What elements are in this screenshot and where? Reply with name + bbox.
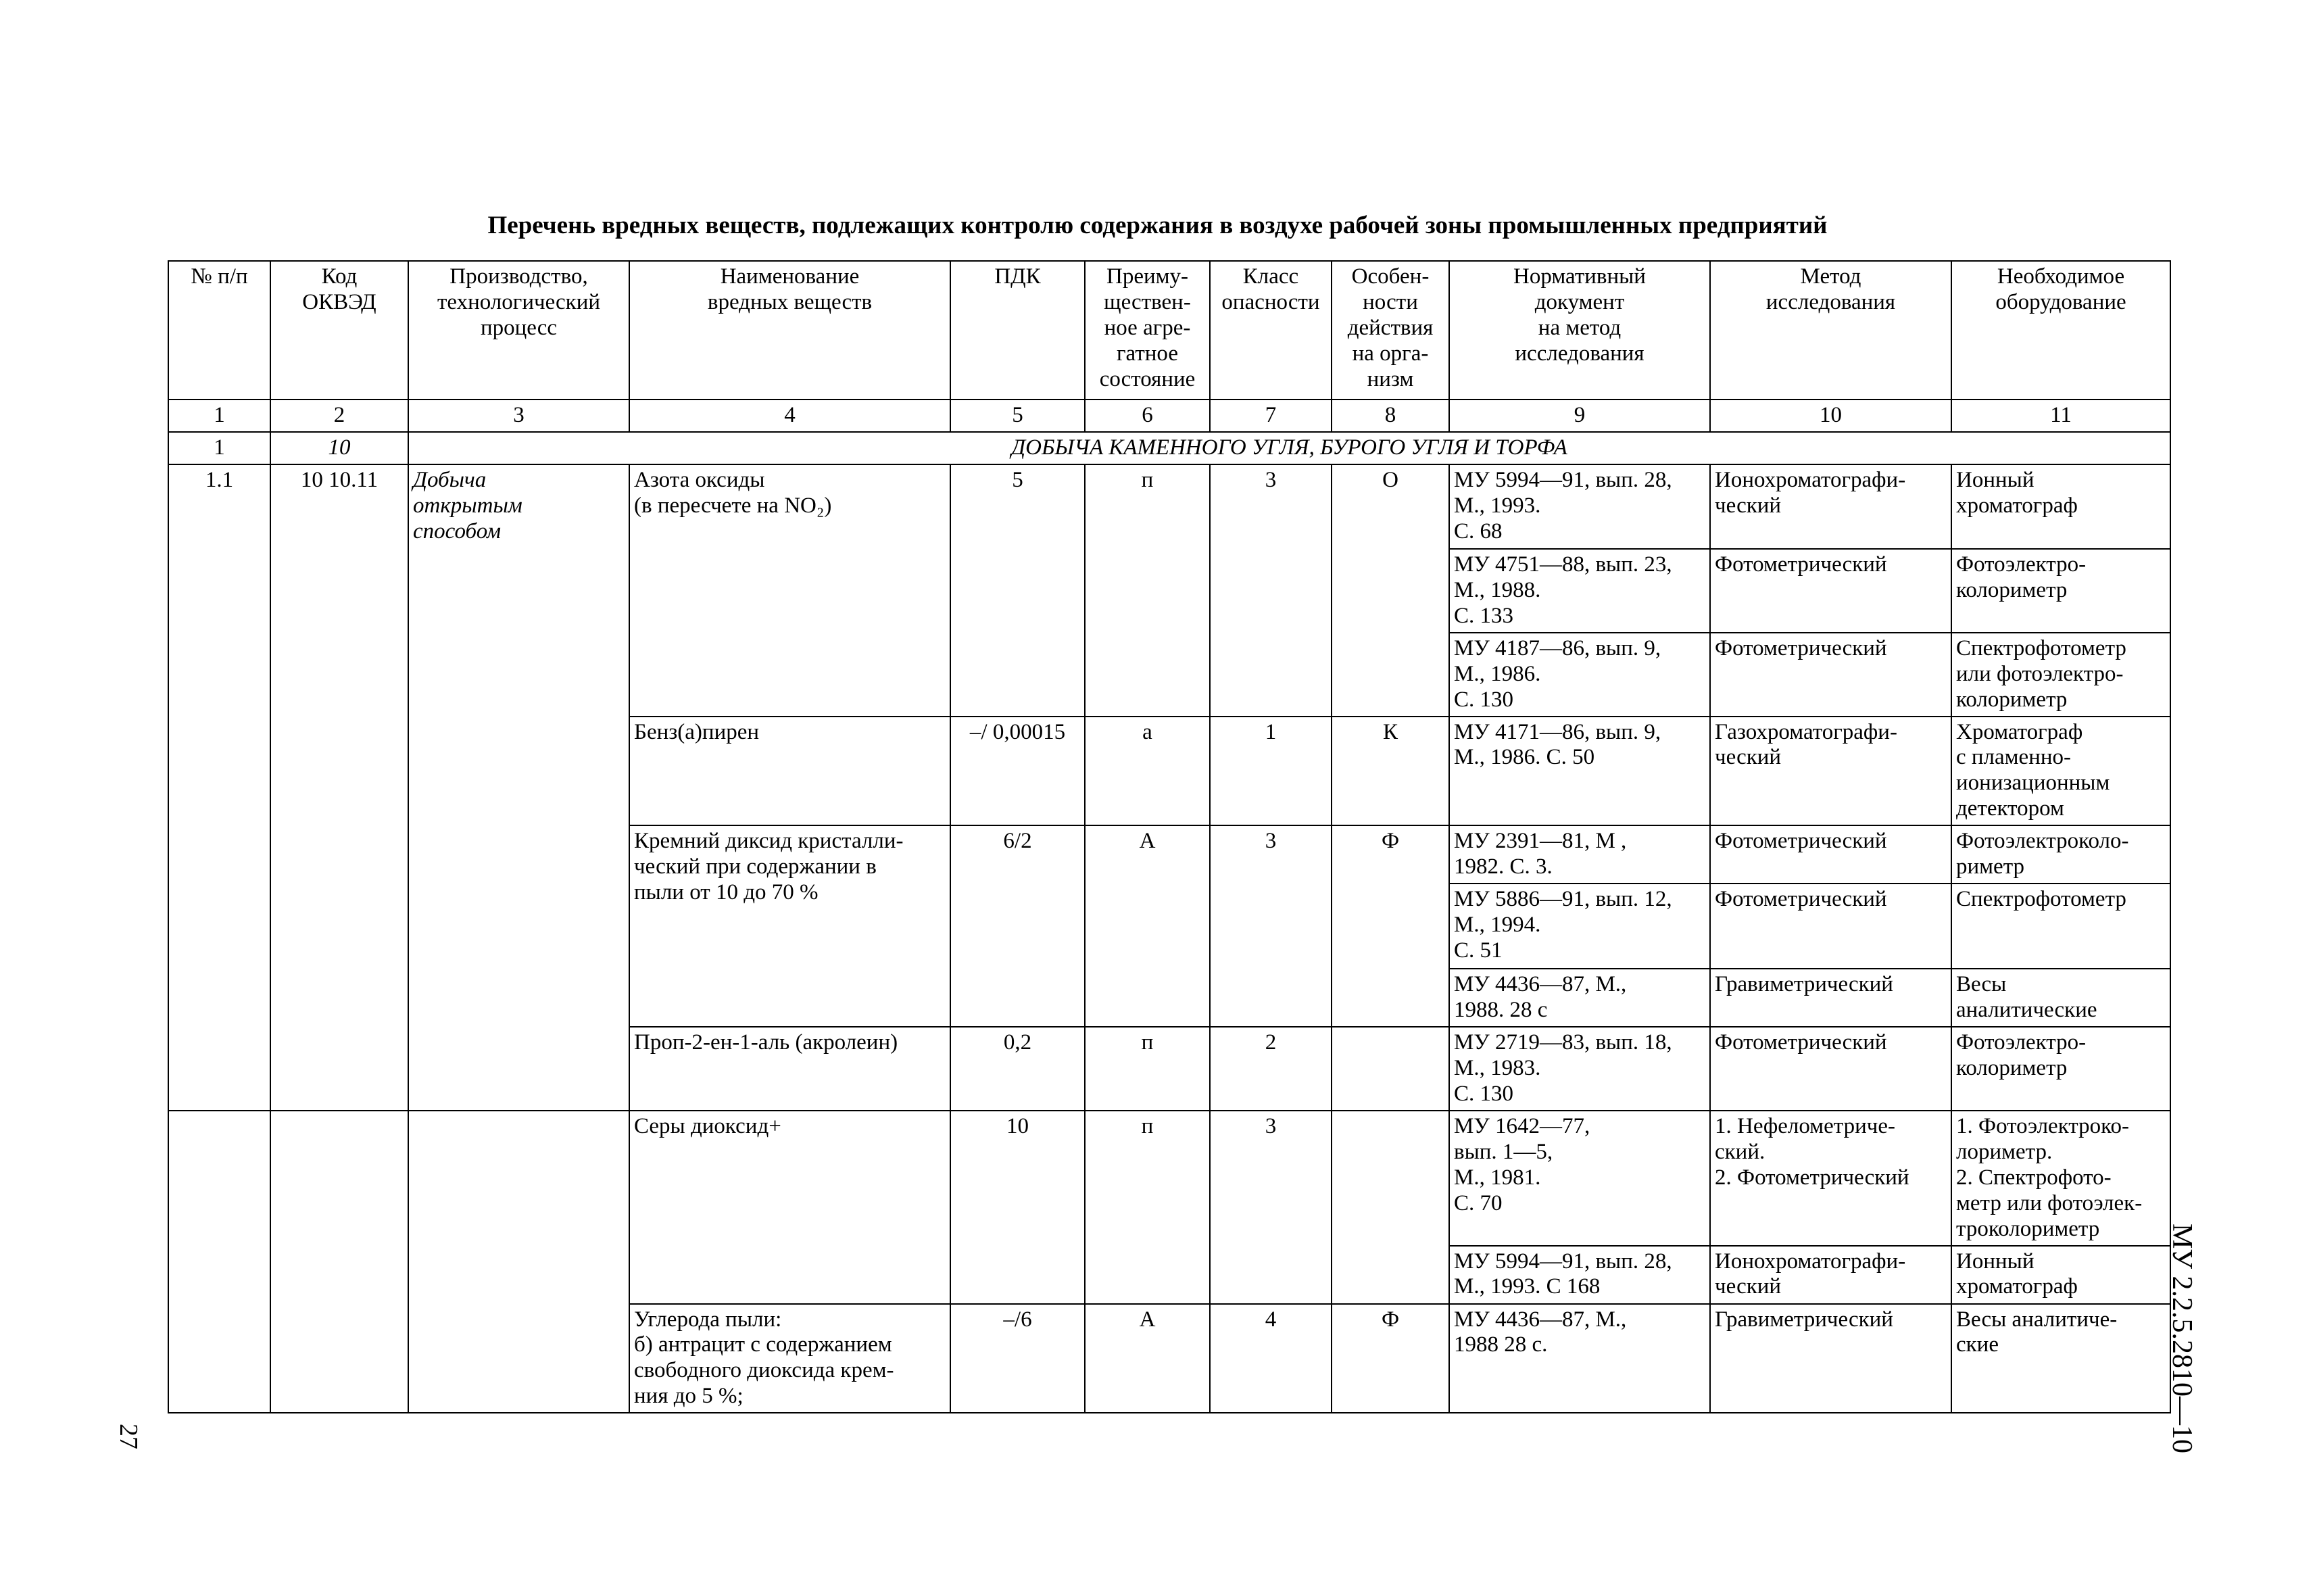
section-number: 1: [168, 432, 270, 464]
substance-pdk: –/ 0,00015: [950, 717, 1085, 826]
col-header-effect: Особен- ности действия на орга- низм: [1332, 261, 1449, 400]
col-header-number: № п/п: [168, 261, 270, 400]
group-code: 10 10.11: [270, 464, 408, 1111]
method-document: МУ 1642—77, вып. 1—5, М., 1981. С. 70: [1449, 1111, 1710, 1246]
substance-state: А: [1085, 825, 1210, 1027]
substance-name: Кремний диксид кристалли- ческий при содержании в пыли от 10 до 70 %: [629, 825, 950, 1027]
method-document: МУ 4751—88, вып. 23, М., 1988. С. 133: [1449, 549, 1710, 633]
method-document: МУ 5994—91, вып. 28, М., 1993. С. 68: [1449, 464, 1710, 549]
method-equipment: Хроматограф с пламенно- ионизационным детектором: [1951, 717, 2170, 826]
group-process: Добыча открытым способом: [408, 464, 629, 1111]
method-equipment: Спектрофотометр: [1951, 884, 2170, 969]
column-number: 3: [408, 400, 629, 432]
substance-pdk: 0,2: [950, 1027, 1085, 1111]
page-number: [108, 1409, 149, 1464]
substance-pdk: 5: [950, 464, 1085, 717]
substance-effect: О: [1332, 464, 1449, 717]
substances-table: [168, 260, 2171, 1413]
column-number: 2: [270, 400, 408, 432]
method-name: 1. Нефелометриче- ский. 2. Фотометрический: [1710, 1111, 1951, 1246]
substance-effect: [1332, 1111, 1449, 1304]
column-number-row: [168, 400, 2170, 432]
col-header-code: Код ОКВЭД: [270, 261, 408, 400]
substance-state: а: [1085, 717, 1210, 826]
column-number: 7: [1210, 400, 1332, 432]
substance-pdk: –/6: [950, 1304, 1085, 1413]
substance-effect: К: [1332, 717, 1449, 826]
substance-state: п: [1085, 1111, 1210, 1304]
col-header-doc: Нормативный документ на метод исследования: [1449, 261, 1710, 400]
col-header-process: Производство, технологический процесс: [408, 261, 629, 400]
substance-effect: Ф: [1332, 1304, 1449, 1413]
method-equipment: Весы аналитические: [1951, 969, 2170, 1027]
page-number-text: 27: [114, 1424, 143, 1449]
column-number: 9: [1449, 400, 1710, 432]
method-name: Ионохроматографи- ческий: [1710, 1246, 1951, 1304]
method-document: МУ 4436—87, М., 1988 28 с.: [1449, 1304, 1710, 1413]
group-process-cont: [408, 1111, 629, 1413]
substance-name: Азота оксиды (в пересчете на NO₂): [629, 464, 950, 717]
substance-class: 2: [1210, 1027, 1332, 1111]
method-equipment: Фотоэлектро- колориметр: [1951, 549, 2170, 633]
substance-state: п: [1085, 1027, 1210, 1111]
method-document: МУ 2391—81, М , 1982. С. 3.: [1449, 825, 1710, 884]
method-document: МУ 4187—86, вып. 9, М., 1986. С. 130: [1449, 633, 1710, 717]
group-number-cont: [168, 1111, 270, 1413]
method-name: Фотометрический: [1710, 549, 1951, 633]
method-name: Ионохроматографи- ческий: [1710, 464, 1951, 549]
header-row: [168, 261, 2170, 400]
substance-class: 3: [1210, 464, 1332, 717]
method-name: Фотометрический: [1710, 825, 1951, 884]
section-code: 10: [270, 432, 408, 464]
substance-effect: Ф: [1332, 825, 1449, 1027]
table-row: [168, 1111, 2170, 1246]
substance-class: 1: [1210, 717, 1332, 826]
col-header-method: Метод исследования: [1710, 261, 1951, 400]
method-equipment: Фотоэлектро- колориметр: [1951, 1027, 2170, 1111]
method-equipment: Ионный хроматограф: [1951, 1246, 2170, 1304]
table-row: [168, 464, 2170, 549]
col-header-state: Преиму- ществен- ное агре- гатное состояние: [1085, 261, 1210, 400]
method-name: Фотометрический: [1710, 633, 1951, 717]
method-document: МУ 4436—87, М., 1988. 28 с: [1449, 969, 1710, 1027]
col-header-substance: Наименование вредных веществ: [629, 261, 950, 400]
method-equipment: Ионный хроматограф: [1951, 464, 2170, 549]
substance-name: Углерода пыли: б) антрацит с содержанием свободного диоксида крем- ния до 5 %;: [629, 1304, 950, 1413]
substance-state: А: [1085, 1304, 1210, 1413]
method-document: МУ 5886—91, вып. 12, М., 1994. С. 51: [1449, 884, 1710, 969]
method-equipment: Спектрофотометр или фотоэлектро- колориметр: [1951, 633, 2170, 717]
page-title: Перечень вредных веществ, подлежащих контролю содержания в воздухе рабочей зоны промышленных предприятий: [487, 212, 1828, 239]
method-name: Гравиметрический: [1710, 1304, 1951, 1413]
section-row: [168, 432, 2170, 464]
method-document: МУ 5994—91, вып. 28, М., 1993. С 168: [1449, 1246, 1710, 1304]
column-number: 4: [629, 400, 950, 432]
column-number: 6: [1085, 400, 1210, 432]
substance-pdk: 6/2: [950, 825, 1085, 1027]
substance-class: 4: [1210, 1304, 1332, 1413]
column-number: 5: [950, 400, 1085, 432]
column-number: 1: [168, 400, 270, 432]
method-equipment: 1. Фотоэлектроко- лориметр. 2. Спектрофото- метр или фотоэлек- троколориметр: [1951, 1111, 2170, 1246]
method-equipment: Весы аналитиче- ские: [1951, 1304, 2170, 1413]
method-name: Гравиметрический: [1710, 969, 1951, 1027]
substance-state: п: [1085, 464, 1210, 717]
document-code: [2162, 1190, 2202, 1487]
method-name: Фотометрический: [1710, 884, 1951, 969]
column-number: 11: [1951, 400, 2170, 432]
group-number: 1.1: [168, 464, 270, 1111]
method-name: Газохроматографи- ческий: [1710, 717, 1951, 826]
section-title: ДОБЫЧА КАМЕННОГО УГЛЯ, БУРОГО УГЛЯ И ТОРФА: [408, 432, 2170, 464]
col-header-class: Класс опасности: [1210, 261, 1332, 400]
method-equipment: Фотоэлектроколо- риметр: [1951, 825, 2170, 884]
document-code-text: МУ 2.2.5.2810—10: [2166, 1223, 2197, 1454]
substance-effect: [1332, 1027, 1449, 1111]
method-document: МУ 4171—86, вып. 9, М., 1986. С. 50: [1449, 717, 1710, 826]
substance-class: 3: [1210, 825, 1332, 1027]
column-number: 8: [1332, 400, 1449, 432]
substance-name: Серы диоксид+: [629, 1111, 950, 1304]
substance-pdk: 10: [950, 1111, 1085, 1304]
col-header-equipment: Необходимое оборудование: [1951, 261, 2170, 400]
column-number: 10: [1710, 400, 1951, 432]
substance-name: Проп-2-ен-1-аль (акролеин): [629, 1027, 950, 1111]
col-header-pdk: ПДК: [950, 261, 1085, 400]
method-document: МУ 2719—83, вып. 18, М., 1983. С. 130: [1449, 1027, 1710, 1111]
substance-name: Бенз(а)пирен: [629, 717, 950, 826]
substance-class: 3: [1210, 1111, 1332, 1304]
method-name: Фотометрический: [1710, 1027, 1951, 1111]
group-code-cont: [270, 1111, 408, 1413]
